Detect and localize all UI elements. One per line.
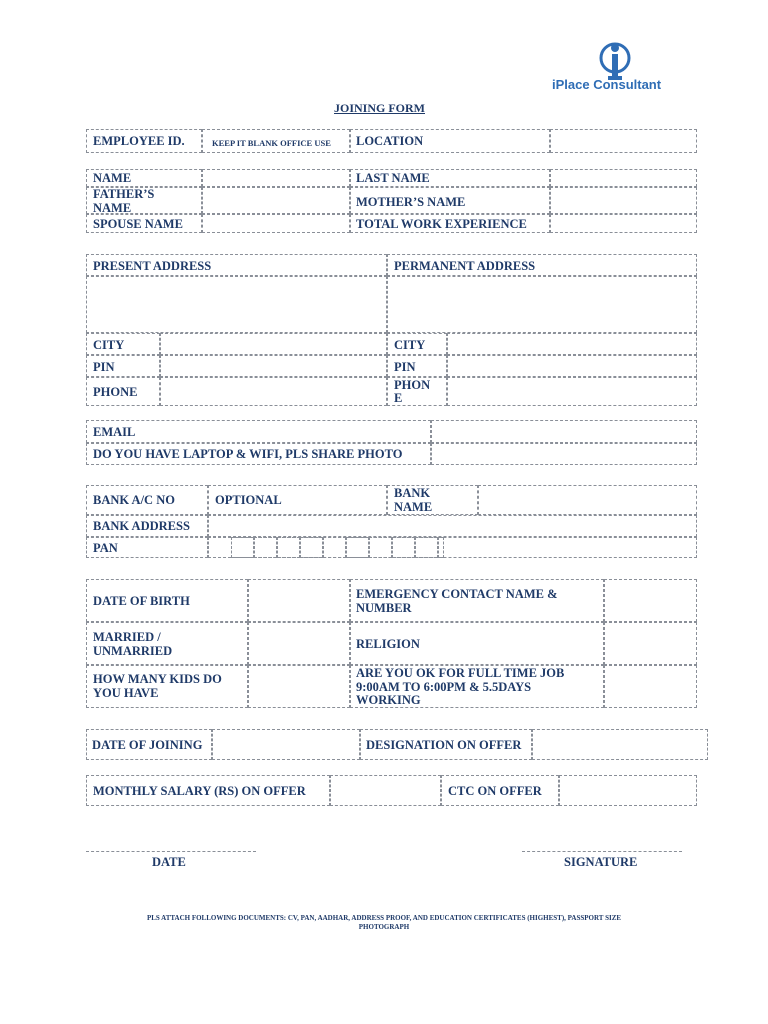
pan-char-box[interactable] [346, 537, 369, 558]
bank-ac-label: BANK A/C NO [93, 493, 175, 507]
permanent-address-input[interactable] [387, 276, 697, 333]
kids-label-line1: HOW MANY KIDS DO [93, 672, 222, 686]
present-address-label: PRESENT ADDRESS [93, 259, 212, 273]
dob-label: DATE OF BIRTH [93, 594, 190, 608]
fulltime-label-line3: WORKING [356, 693, 421, 707]
last-name-input-cell[interactable] [550, 169, 697, 187]
email-label-cell [86, 420, 431, 443]
spouse-name-label: SPOUSE NAME [93, 217, 183, 231]
employee-id-label: EMPLOYEE ID. [93, 134, 185, 148]
footer-note [90, 914, 678, 932]
present-pin-input[interactable] [160, 355, 387, 377]
fulltime-input[interactable] [604, 665, 697, 708]
bank-name-label-line1: BANK [394, 486, 431, 500]
permanent-pin-input[interactable] [447, 355, 697, 377]
pan-char-box[interactable] [415, 537, 438, 558]
pan-char-box[interactable] [300, 537, 323, 558]
permanent-phone-label-line2: E [394, 391, 403, 405]
designation-label: DESIGNATION ON OFFER [366, 738, 522, 752]
present-pin-label: PIN [93, 360, 115, 374]
mothers-name-label: MOTHER’S NAME [356, 195, 466, 209]
logo-i-icon [595, 42, 635, 82]
bank-address-input[interactable] [208, 515, 697, 537]
permanent-address-label: PERMANENT ADDRESS [394, 259, 536, 273]
pan-char-box[interactable] [254, 537, 277, 558]
fathers-name-label-line2: NAME [93, 201, 132, 215]
present-city-label: CITY [93, 338, 125, 352]
permanent-city-label: CITY [394, 338, 426, 352]
emergency-input[interactable] [604, 579, 697, 622]
laptop-label: DO YOU HAVE LAPTOP & WIFI, PLS SHARE PHOTO [93, 447, 403, 461]
date-line[interactable] [86, 851, 256, 852]
present-phone-label: PHONE [93, 385, 138, 399]
ctc-label: CTC ON OFFER [448, 784, 542, 798]
brand-name: iPlace Consultant [552, 77, 662, 92]
salary-label: MONTHLY SALARY (RS) ON OFFER [93, 784, 306, 798]
pan-char-box[interactable] [277, 537, 300, 558]
emergency-label-line2: NUMBER [356, 601, 412, 615]
last-name-label: LAST NAME [356, 171, 430, 185]
ctc-input[interactable] [559, 775, 697, 806]
signature-line[interactable] [522, 851, 682, 852]
fathers-name-label-line1: FATHER’S [93, 187, 155, 201]
fathers-name-input-cell[interactable] [202, 187, 350, 214]
pan-label: PAN [93, 541, 118, 555]
spouse-name-input-cell[interactable] [202, 214, 350, 233]
experience-input-cell[interactable] [550, 214, 697, 233]
company-logo [595, 42, 635, 82]
designation-input[interactable] [532, 729, 708, 760]
location-label: LOCATION [356, 134, 424, 148]
fulltime-label-line2: 9:00AM TO 6:00PM & 5.5DAYS [356, 680, 532, 694]
bank-name-input[interactable] [478, 485, 697, 515]
present-phone-input[interactable] [160, 377, 387, 406]
married-input[interactable] [248, 622, 350, 665]
married-label-line2: UNMARRIED [93, 644, 173, 658]
email-label: EMAIL [93, 425, 136, 439]
kids-label-line2: YOU HAVE [93, 686, 159, 700]
doj-input[interactable] [212, 729, 360, 760]
permanent-phone-label-line1: PHON [394, 378, 431, 392]
experience-label: TOTAL WORK EXPERIENCE [356, 217, 527, 231]
doj-label: DATE OF JOINING [92, 738, 203, 752]
date-label: DATE [152, 855, 186, 869]
emergency-label-line1: EMERGENCY CONTACT NAME & [356, 587, 558, 601]
permanent-phone-input[interactable] [447, 377, 697, 406]
office-use-note: KEEP IT BLANK OFFICE USE [212, 138, 331, 148]
name-label: NAME [93, 171, 132, 185]
laptop-input[interactable] [431, 443, 697, 465]
form-title: JOINING FORM [334, 101, 425, 115]
pan-char-box[interactable] [369, 537, 392, 558]
bank-ac-optional: OPTIONAL [215, 493, 282, 507]
salary-input[interactable] [330, 775, 441, 806]
name-input-cell[interactable] [202, 169, 350, 187]
present-city-input[interactable] [160, 333, 387, 355]
bank-name-label-line2: NAME [394, 500, 433, 514]
dob-input[interactable] [248, 579, 350, 622]
bank-address-label: BANK ADDRESS [93, 519, 190, 533]
pan-char-box[interactable] [231, 537, 254, 558]
religion-label: RELIGION [356, 637, 420, 651]
location-input-cell[interactable] [550, 129, 697, 153]
pan-char-box[interactable] [323, 537, 346, 558]
email-input[interactable] [431, 420, 697, 443]
religion-input[interactable] [604, 622, 697, 665]
mothers-name-input-cell[interactable] [550, 187, 697, 214]
pan-char-box[interactable] [438, 537, 444, 558]
pan-char-box[interactable] [392, 537, 415, 558]
kids-input[interactable] [248, 665, 350, 708]
signature-label: SIGNATURE [564, 855, 638, 869]
footer-note-line2: PHOTOGRAPH [358, 923, 410, 931]
footer-note-line1: PLS ATTACH FOLLOWING DOCUMENTS: CV, PAN, AADHAR, ADDRESS PROOF, AND EDUCATION CERTIFICATES (HIGHEST), PASSPORT SIZE [146, 914, 622, 922]
fulltime-label-line1: ARE YOU OK FOR FULL TIME JOB [356, 666, 565, 680]
permanent-pin-label: PIN [394, 360, 416, 374]
permanent-city-input[interactable] [447, 333, 697, 355]
present-address-input[interactable] [86, 276, 387, 333]
married-label-line1: MARRIED / [93, 630, 161, 644]
